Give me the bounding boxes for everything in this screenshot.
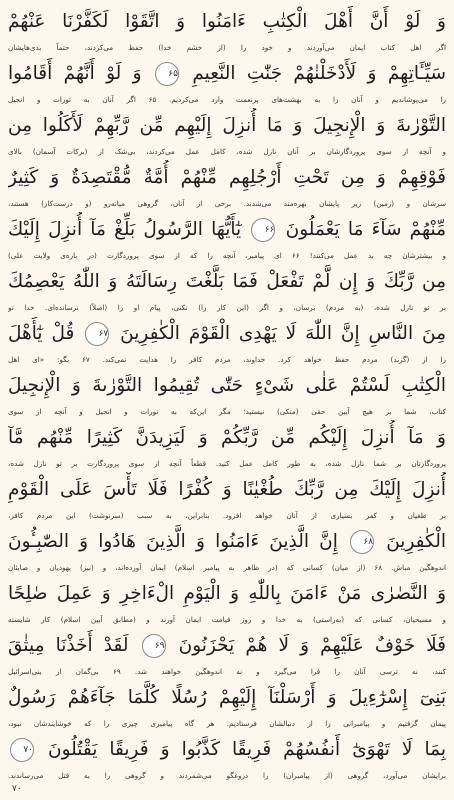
- translation-line: و آنچه از سوی پروردگارشان بر آنان نازل شده، کامل عمل می‌کردند، بی‌شک از (برکات آسمان) بالای: [8, 147, 446, 156]
- verse-line-5: [8, 212, 446, 268]
- verse-line-13: [8, 628, 446, 684]
- arabic-line: الْكِتٰبِ لَسْتُمْ عَلٰى شَىْءٍ حَتّٰى تُقِيمُوا التَّوْرٰىةَ وَ الْإِنجِيلَ: [8, 375, 446, 396]
- arabic-line: التَّوْرٰىةَ وَ الْإِنجِيلَ وَ مَا أُنزِلَ إِلَيْهِم مِّن رَّبِّهِمْ لَأَكَلُوا مِن: [8, 115, 446, 136]
- arabic-line: بَنِىٓ إِسْرٰٓءِيلَ وَ أَرْسَلْنَآ إِلَيْهِمْ رُسُلًا كُلَّمَا جَآءَهُمْ رَسُولٌ: [8, 687, 446, 708]
- arabic-line: الْكٰفِرِينَ ۶۸ إِنَّ الَّذِينَ ءَامَنُوا وَ الَّذِينَ هَادُوا وَ الصّٰبِـُٔونَ: [8, 531, 446, 552]
- arabic-line: مِّنْهُمْ سَآءَ مَا يَعْمَلُونَ ۶۶ يٰٓأَيُّهَا الرَّسُولُ بَلِّغْ مَآ أُنزِلَ إِلَيْكَ: [8, 219, 446, 240]
- ayah-number-marker: ۶۹: [142, 634, 166, 658]
- translation-line: کنند، نه ترسی آنان را فرا می‌گیرد و نه اندوهگین خواهند شد. ۶۹ بی‌گمان از بنی‌اسرائیل: [8, 667, 446, 676]
- arabic-line: سَيِّـَٔاتِهِمْ وَ لَأَدْخَلْنٰهُمْ جَنّٰتِ النَّعِيمِ ۶۵ وَ لَوْ أَنَّهُمْ أَقَامُوا: [8, 63, 446, 84]
- verse-line-7: [8, 316, 446, 372]
- translation-line: بر تو نازل شده، (به مردم) برسان، و اگر (این کار را) نکنی، پیام او را (اصلاً) نرسانده‌ای. خدا تو: [8, 303, 446, 312]
- translation-line: و مسیحیان، کسانی که (به‌راستی) به خدا و روز قیامت ایمان آورند و (مطابق آیین اسلام) کار شایسته: [8, 615, 446, 624]
- translation-line: پیمان گرفتیم و پیامبرانی را از دنبالشان فرستادیم. هر گاه پیامبری چیزی را که خوشایندشان نبود،: [8, 719, 446, 728]
- verse-line-1: [8, 4, 446, 60]
- page-number: ۷۰: [12, 784, 22, 794]
- translation-line: را می‌پوشاندیم و آنان را به بهشت‌های پرنعمت وارد می‌کردیم. ۶۵ اگر آنان به تورات و انجیل: [8, 95, 446, 104]
- verse-line-11: [8, 524, 446, 580]
- translation-line: و بیشترشان چه بد عمل می‌کنند! ۶۶ ای پیامبر، آنچه را که از سوی پروردگارت (در باره‌ی ولایت علی): [8, 251, 446, 260]
- ayah-number-marker: ۶۷: [85, 322, 109, 346]
- translation-line: بر طغیان و کفر بسیاری از آنان خواهد افزود. بنابراین، به سبب (سرنوشت) این مردم کافر،: [8, 511, 446, 520]
- ayah-number-marker: ۷۰: [10, 738, 34, 762]
- translation-line: را از (گزند) مردم حفظ خواهد کرد. خداوند، مردم کافر را هدایت نمی‌کند. ۶۷ بگو: «ای اهل: [8, 355, 446, 364]
- verse-line-8: [8, 368, 446, 424]
- ayah-number-marker: ۶۸: [350, 530, 374, 554]
- arabic-line: وَ النَّصٰرٰى مَنْ ءَامَنَ بِاللّٰهِ وَ الْيَوْمِ الْءَاخِرِ وَ عَمِلَ صٰلِحًا: [8, 583, 446, 604]
- verse-line-12: [8, 576, 446, 632]
- translation-line: کتاب، شما بر هیچ آیین حقی (متکی) نیستید؛ مگر این‌که به تورات و انجیل و آنچه از سوی: [8, 407, 446, 416]
- arabic-line: فَلَا خَوْفٌ عَلَيْهِمْ وَ لَا هُمْ يَحْزَنُونَ ۶۹ لَقَدْ أَخَذْنَا مِيثٰقَ: [8, 635, 446, 656]
- verse-line-9: [8, 420, 446, 476]
- translation-line: سرشان و (زمین) زیر پایشان بهره‌مند می‌شدند. برخی از آنان، گروهی میانه‌رو (و درست‌کار) هستند،: [8, 199, 446, 208]
- verse-line-14: [8, 680, 446, 736]
- arabic-line: مِن رَّبِّكَ وَ إِن لَّمْ تَفْعَلْ فَمَا بَلَّغْتَ رِسَالَتَهُ وَ اللّٰهُ يَعْصِمُكَ: [8, 271, 446, 292]
- arabic-line: وَ لَوْ أَنَّ أَهْلَ الْكِتٰبِ ءَامَنُوا وَ اتَّقَوْا لَكَفَّرْنَا عَنْهُمْ: [8, 11, 446, 32]
- arabic-line: وَ مَآ أُنزِلَ إِلَيْكُم مِّن رَّبِّكُمْ وَ لَيَزِيدَنَّ كَثِيرًا مِّنْهُم مَّآ: [8, 427, 446, 448]
- translation-line: برایشان می‌آورد، گروهی (از پیامبران) را دروغگو می‌شمردند و گروهی را به قتل می‌رساندند.: [8, 771, 446, 780]
- verse-line-10: [8, 472, 446, 528]
- ayah-number-marker: ۶۵: [155, 62, 179, 86]
- translation-line: پروردگارتان بر شما نازل شده، به طور کامل عمل کنید. قطعاً آنچه از سوی پروردگارت بر تو نازل شده،: [8, 459, 446, 468]
- arabic-line: مِنَ النَّاسِ إِنَّ اللّٰهَ لَا يَهْدِى الْقَوْمَ الْكٰفِرِينَ ۶۷ قُلْ يٰٓأَهْلَ: [8, 323, 446, 344]
- verse-line-2: [8, 56, 446, 112]
- arabic-line: أُنزِلَ إِلَيْكَ مِن رَّبِّكَ طُغْيٰنًا وَ كُفْرًا فَلَا تَأْسَ عَلَى الْقَوْمِ: [8, 479, 446, 500]
- ayah-number-marker: ۶۶: [251, 218, 275, 242]
- verse-line-3: [8, 108, 446, 164]
- arabic-line: بِمَا لَا تَهْوَىٰٓ أَنفُسُهُمْ فَرِيقًا كَذَّبُوا وَ فَرِيقًا يَقْتُلُونَ ۷۰: [8, 732, 446, 768]
- translation-line: اندوهگین مباش. ۶۸ (از میان) کسانی که (در ظاهر به پیامبر اسلام) ایمان آورده‌اند، و (نیز) یهودیان و صابئان: [8, 563, 446, 572]
- verse-line-6: [8, 264, 446, 320]
- arabic-line: فَوْقِهِمْ وَ مِن تَحْتِ أَرْجُلِهِم مِّنْهُمْ أُمَّةٌ مُّقْتَصِدَةٌ وَ كَثِيرٌ: [8, 167, 446, 188]
- verse-line-15: [8, 732, 446, 788]
- translation-line: اگر اهل کتاب ایمان می‌آوردند و خود را (از خشم خدا) حفظ می‌کردند، حتماً بدی‌هایشان: [8, 43, 446, 52]
- verse-line-4: [8, 160, 446, 216]
